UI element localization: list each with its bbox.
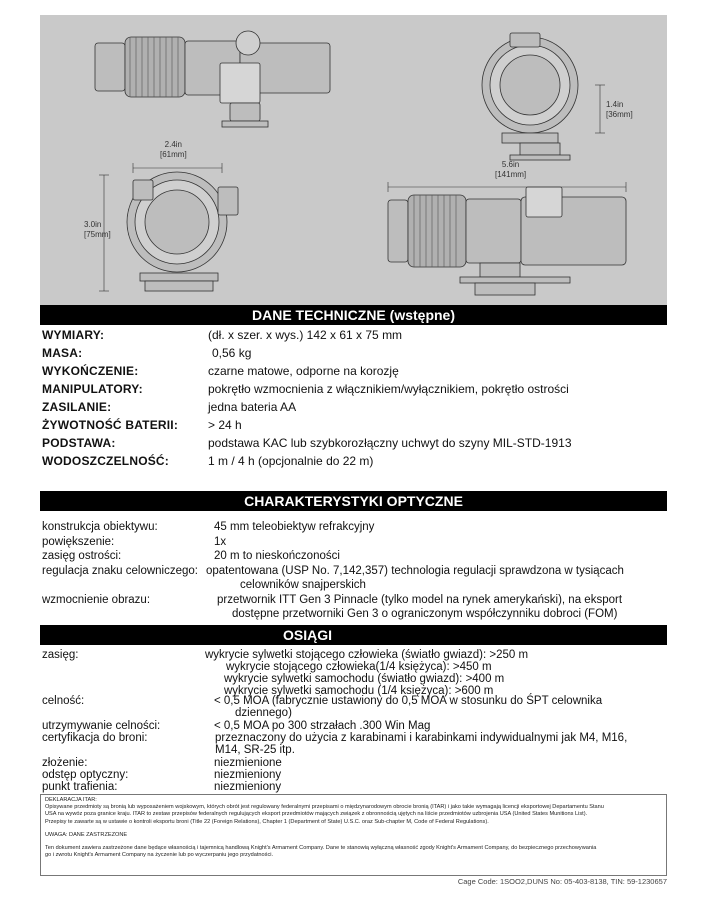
spec-label: WYMIARY: xyxy=(42,328,105,342)
perf-value: < 0,5 MOA (fabrycznie ustawiony do 0,5 MOA w stosunku do ŚPT celownika xyxy=(214,695,603,707)
perf-value: wykrycie sylwetki stojącego człowieka (światło gwiazd): >250 m xyxy=(205,649,529,661)
dim-length-inch: 5.6in xyxy=(501,160,520,169)
dim-length-label xyxy=(495,160,526,180)
front-view-top xyxy=(482,33,578,160)
optic-label: powiększenie: xyxy=(42,536,115,548)
spec-value: podstawa KAC lub szybkorozłączny uchwyt do szyny MIL-STD-1913 xyxy=(208,436,572,450)
optic-value: 45 mm teleobiektyw refrakcyjny xyxy=(214,521,375,533)
optic-label: zasięg ostrości: xyxy=(42,550,122,562)
technical-drawing xyxy=(40,15,667,305)
spec-label: MASA: xyxy=(42,346,83,360)
spec-value: 1 m / 4 h (opcjonalnie do 22 m) xyxy=(208,454,374,468)
optic-label: regulacja znaku celowniczego: xyxy=(42,565,198,577)
uwaga-line: Ten dokument zawiera zastrzeżone dane będące własnością i tajemnicą handlową Knight's Armament Company. Dane te stanowią wyłączną własność zgody Knight's Armament Company, do bezpiecznego przechowywania xyxy=(45,845,597,852)
perf-value: dziennego) xyxy=(235,707,292,719)
dim-length-mm: [141mm] xyxy=(495,170,527,179)
perf-value: < 0,5 MOA po 300 strzałach .300 Win Mag xyxy=(214,720,431,732)
perf-label: certyfikacja do broni: xyxy=(42,732,148,744)
perf-value: M14, SR-25 itp. xyxy=(215,744,295,756)
perf-label: złożenie: xyxy=(42,757,88,769)
perf-label: zasięg: xyxy=(42,649,79,661)
dim-height-mm: [75mm] xyxy=(84,230,111,239)
dim-height-label xyxy=(84,220,111,240)
spec-label: WODOSZCZELNOŚĆ: xyxy=(42,454,169,468)
front-view-bottom xyxy=(127,172,238,291)
scope-drawings xyxy=(40,15,667,305)
optic-value-cont: celowników snajperskich xyxy=(240,579,366,591)
dim-small-mm: [36mm] xyxy=(606,110,633,119)
itar-title: DEKLARACJA ITAR: xyxy=(45,797,97,803)
perf-label: utrzymywanie celności: xyxy=(42,720,161,732)
dim-height-inch: 3.0in xyxy=(84,220,102,229)
spec-label: ZASILANIE: xyxy=(42,400,112,414)
spec-value: pokrętło wzmocnienia z włącznikiem/wyłącznikiem, pokrętło ostrości xyxy=(208,382,569,396)
perf-value: przeznaczony do użycia z karabinami i karabinkami indywidualnymi jak M4, M16, xyxy=(215,732,628,744)
optic-value: opatentowana (USP No. 7,142,357) technologia regulacji sprawdzona w tysiącach xyxy=(206,565,624,577)
uwaga-title: UWAGA: DANE ZASTRZEŻONE xyxy=(45,831,128,838)
spec-label: ŻYWOTNOŚĆ BATERII: xyxy=(42,418,179,432)
itar-line: Opisywane przedmioty są bronią lub wyposażeniem wojskowym, których obrót jest regulowany federalnymi przepisami o międzynarodowym obrocie bronią (ITAR) i jako takie wymagają licencji eksportowej Departamentu Stanu xyxy=(45,804,604,811)
dim-small-inch: 1.4in xyxy=(606,100,624,109)
perf-value: niezmieniony xyxy=(214,781,282,793)
side-view-bottom xyxy=(388,187,626,295)
section-header-osiagi: OSIĄGI xyxy=(40,625,667,645)
perf-value: niezmieniony xyxy=(214,769,282,781)
spec-label: MANIPULATORY: xyxy=(42,382,143,396)
optic-value: przetwornik ITT Gen 3 Pinnacle (tylko model na rynek amerykański), na eksport xyxy=(217,594,623,606)
perf-label: celność: xyxy=(42,695,85,707)
dim-width-inch: 2.4in xyxy=(164,140,183,149)
perf-value: niezmienione xyxy=(214,757,282,769)
optic-value-cont: dostępne przetworniki Gen 3 o ograniczonym współczynniku dobroci (FOM) xyxy=(232,608,618,620)
spec-value: (dł. x szer. x wys.) 142 x 61 x 75 mm xyxy=(208,328,403,342)
section-header-optyczne: CHARAKTERYSTYKI OPTYCZNE xyxy=(40,491,667,511)
dim-width-mm: [61mm] xyxy=(160,150,187,159)
dim-small-label xyxy=(606,100,633,120)
itar-notice xyxy=(40,794,667,876)
optic-value: 20 m to nieskończoności xyxy=(214,550,340,562)
spec-value: > 24 h xyxy=(208,418,242,432)
side-view-top xyxy=(95,31,330,127)
spec-label: PODSTAWA: xyxy=(42,436,116,450)
perf-label: punkt trafienia: xyxy=(42,781,118,793)
dim-width-label xyxy=(160,140,187,160)
section-header-dane: DANE TECHNICZNE (wstępne) xyxy=(40,305,667,325)
cage-code: Cage Code: 1SOO2,DUNS No: 05-403-8138, TIN: 59-1230657 xyxy=(457,877,667,886)
itar-line: USA na wywóz poza granice kraju. ITAR to zestaw przepisów federalnych regulujących eksport przedmiotów mających związek z obronnością ujętych na liście przedmiotów uzbrojenia USA (United States Munitions List). xyxy=(45,811,588,818)
perf-value: wykrycie sylwetki samochodu (światło gwiazd): >400 m xyxy=(224,673,505,685)
uwaga-line: go i zwrotu Knight's Armament Company na życzenie lub po wyczerpaniu jego przydatności. xyxy=(45,852,274,859)
spec-value: jedna bateria AA xyxy=(208,400,297,414)
optic-label: konstrukcja obiektywu: xyxy=(42,521,158,533)
spec-label: WYKOŃCZENIE: xyxy=(42,364,139,378)
perf-value: wykrycie sylwetki samochodu (1/4 księżyca): >600 m xyxy=(224,685,494,697)
perf-value: wykrycie stojącego człowieka(1/4 księżyca): >450 m xyxy=(226,661,492,673)
itar-line: Przepisy te zawarte są w ustawie o kontroli eksportu broni (Title 22 (Foreign Relations), Chapter 1 (Department of State) U.S.C. oraz Sub-chapter M, Code of Federal Regulations). xyxy=(45,818,489,825)
perf-label: odstęp optyczny: xyxy=(42,769,129,781)
optic-value: 1x xyxy=(214,536,227,548)
spec-value: czarne matowe, odporne na korozję xyxy=(208,364,399,378)
spec-value: 0,56 kg xyxy=(212,346,252,360)
optic-label: wzmocnienie obrazu: xyxy=(42,594,151,606)
